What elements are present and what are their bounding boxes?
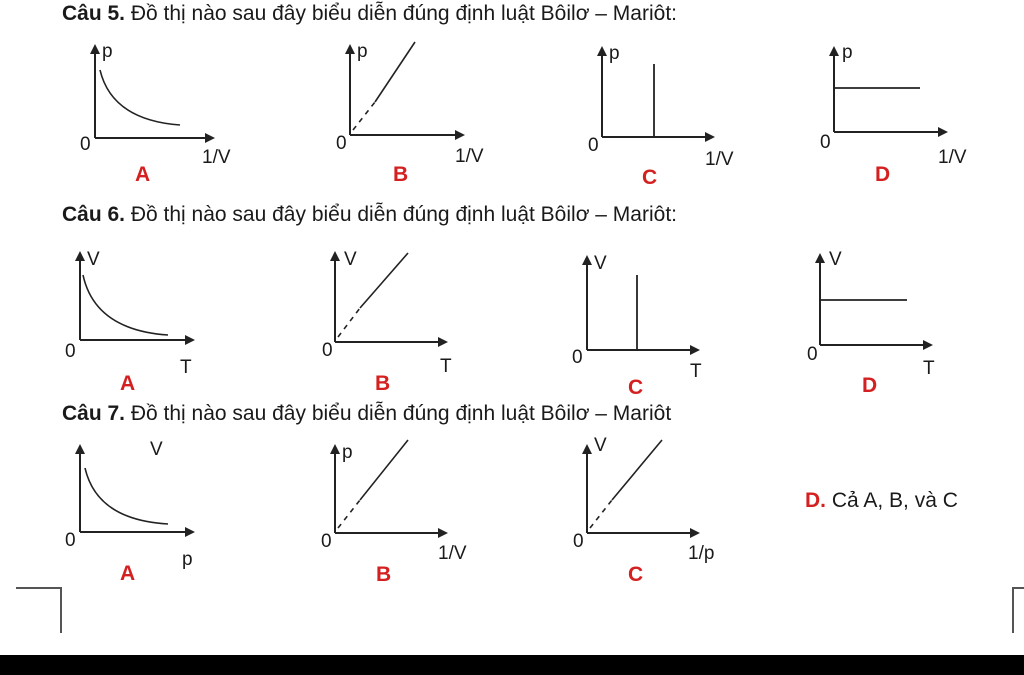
q6-graph-c[interactable] [572, 245, 732, 399]
q5-graph-b[interactable] [335, 40, 495, 190]
q5-d-y-label: p [842, 42, 853, 63]
q7-c-y-label: V [594, 435, 607, 456]
question-6-title [62, 203, 677, 227]
q7-a-option-letter: A [120, 562, 136, 585]
q5-b-option-letter: B [393, 163, 409, 186]
question-6-text: Đồ thị nào sau đây biểu diễn đúng định luật Bôilơ – Mariôt: [125, 203, 677, 226]
q7-a-origin: 0 [65, 530, 76, 551]
q6-c-origin: 0 [572, 347, 583, 368]
q5-d-origin: 0 [820, 132, 831, 153]
crop-mark-left [16, 587, 62, 633]
q6-graph-a[interactable] [65, 245, 225, 395]
q5-d-x-label: 1/V [938, 147, 967, 168]
question-5-text: Đồ thị nào sau đây biểu diễn đúng định luật Bôilơ – Mariôt: [125, 2, 677, 25]
q6-d-y-label: V [829, 249, 842, 270]
q5-d-option-letter: D [875, 163, 891, 186]
q5-c-x-label: 1/V [705, 149, 734, 170]
q7-graph-b[interactable] [320, 440, 490, 590]
q5-c-origin: 0 [588, 135, 599, 156]
crop-mark-right [1012, 587, 1024, 633]
q6-a-x-label: T [180, 357, 192, 378]
q7-b-x-label: 1/V [438, 543, 467, 564]
q5-c-option-letter: C [642, 166, 658, 189]
q5-b-y-label: p [357, 41, 368, 62]
q5-a-option-letter: A [135, 163, 151, 186]
q7-option-d-text: Cả A, B, và C [826, 489, 958, 512]
q7-option-d[interactable] [805, 489, 958, 513]
q5-a-origin: 0 [80, 134, 91, 155]
q7-a-y-label: V [150, 439, 163, 460]
q7-graph-a-plot [65, 440, 225, 590]
q7-c-x-label: 1/p [688, 543, 715, 564]
question-5-number: Câu 5. [62, 2, 126, 25]
q6-a-y-label: V [87, 249, 100, 270]
q5-graph-b-plot [335, 40, 495, 190]
q7-graph-c[interactable] [572, 435, 742, 590]
q7-b-origin: 0 [321, 531, 332, 552]
q5-a-y-label: p [102, 41, 113, 62]
q6-graph-d[interactable] [805, 245, 965, 395]
q7-graph-a[interactable] [65, 440, 225, 590]
q7-b-option-letter: B [376, 563, 392, 586]
q5-graph-d[interactable] [820, 40, 990, 190]
bottom-bar [0, 655, 1024, 675]
question-6-number: Câu 6. [62, 203, 126, 226]
question-7-number: Câu 7. [62, 402, 126, 425]
q7-b-y-label: p [342, 442, 353, 463]
q5-a-x-label: 1/V [202, 147, 231, 168]
q6-a-origin: 0 [65, 341, 76, 362]
q6-b-origin: 0 [322, 340, 333, 361]
q6-c-x-label: T [690, 361, 702, 382]
q7-graph-c-plot [572, 440, 742, 590]
q6-c-y-label: V [594, 253, 607, 274]
question-7-title [62, 402, 671, 426]
q6-b-option-letter: B [375, 372, 391, 395]
q6-c-option-letter: C [628, 376, 644, 399]
q5-b-origin: 0 [336, 133, 347, 154]
q6-graph-b[interactable] [320, 245, 480, 395]
q7-c-option-letter: C [628, 563, 644, 586]
q6-d-origin: 0 [807, 344, 818, 365]
q6-d-option-letter: D [862, 374, 878, 397]
question-5-title [62, 2, 677, 26]
q6-b-y-label: V [344, 249, 357, 270]
q6-a-option-letter: A [120, 372, 136, 395]
q5-graph-a[interactable] [80, 40, 240, 190]
q6-b-x-label: T [440, 356, 452, 377]
q5-c-y-label: p [609, 43, 620, 64]
question-7-text: Đồ thị nào sau đây biểu diễn đúng định luật Bôilơ – Mariôt [125, 402, 672, 425]
q5-b-x-label: 1/V [455, 146, 484, 167]
q7-option-d-letter: D. [805, 489, 826, 512]
q7-c-origin: 0 [573, 531, 584, 552]
q5-graph-c[interactable] [587, 40, 747, 190]
q7-a-x-label: p [182, 549, 193, 570]
q6-d-x-label: T [923, 358, 935, 379]
